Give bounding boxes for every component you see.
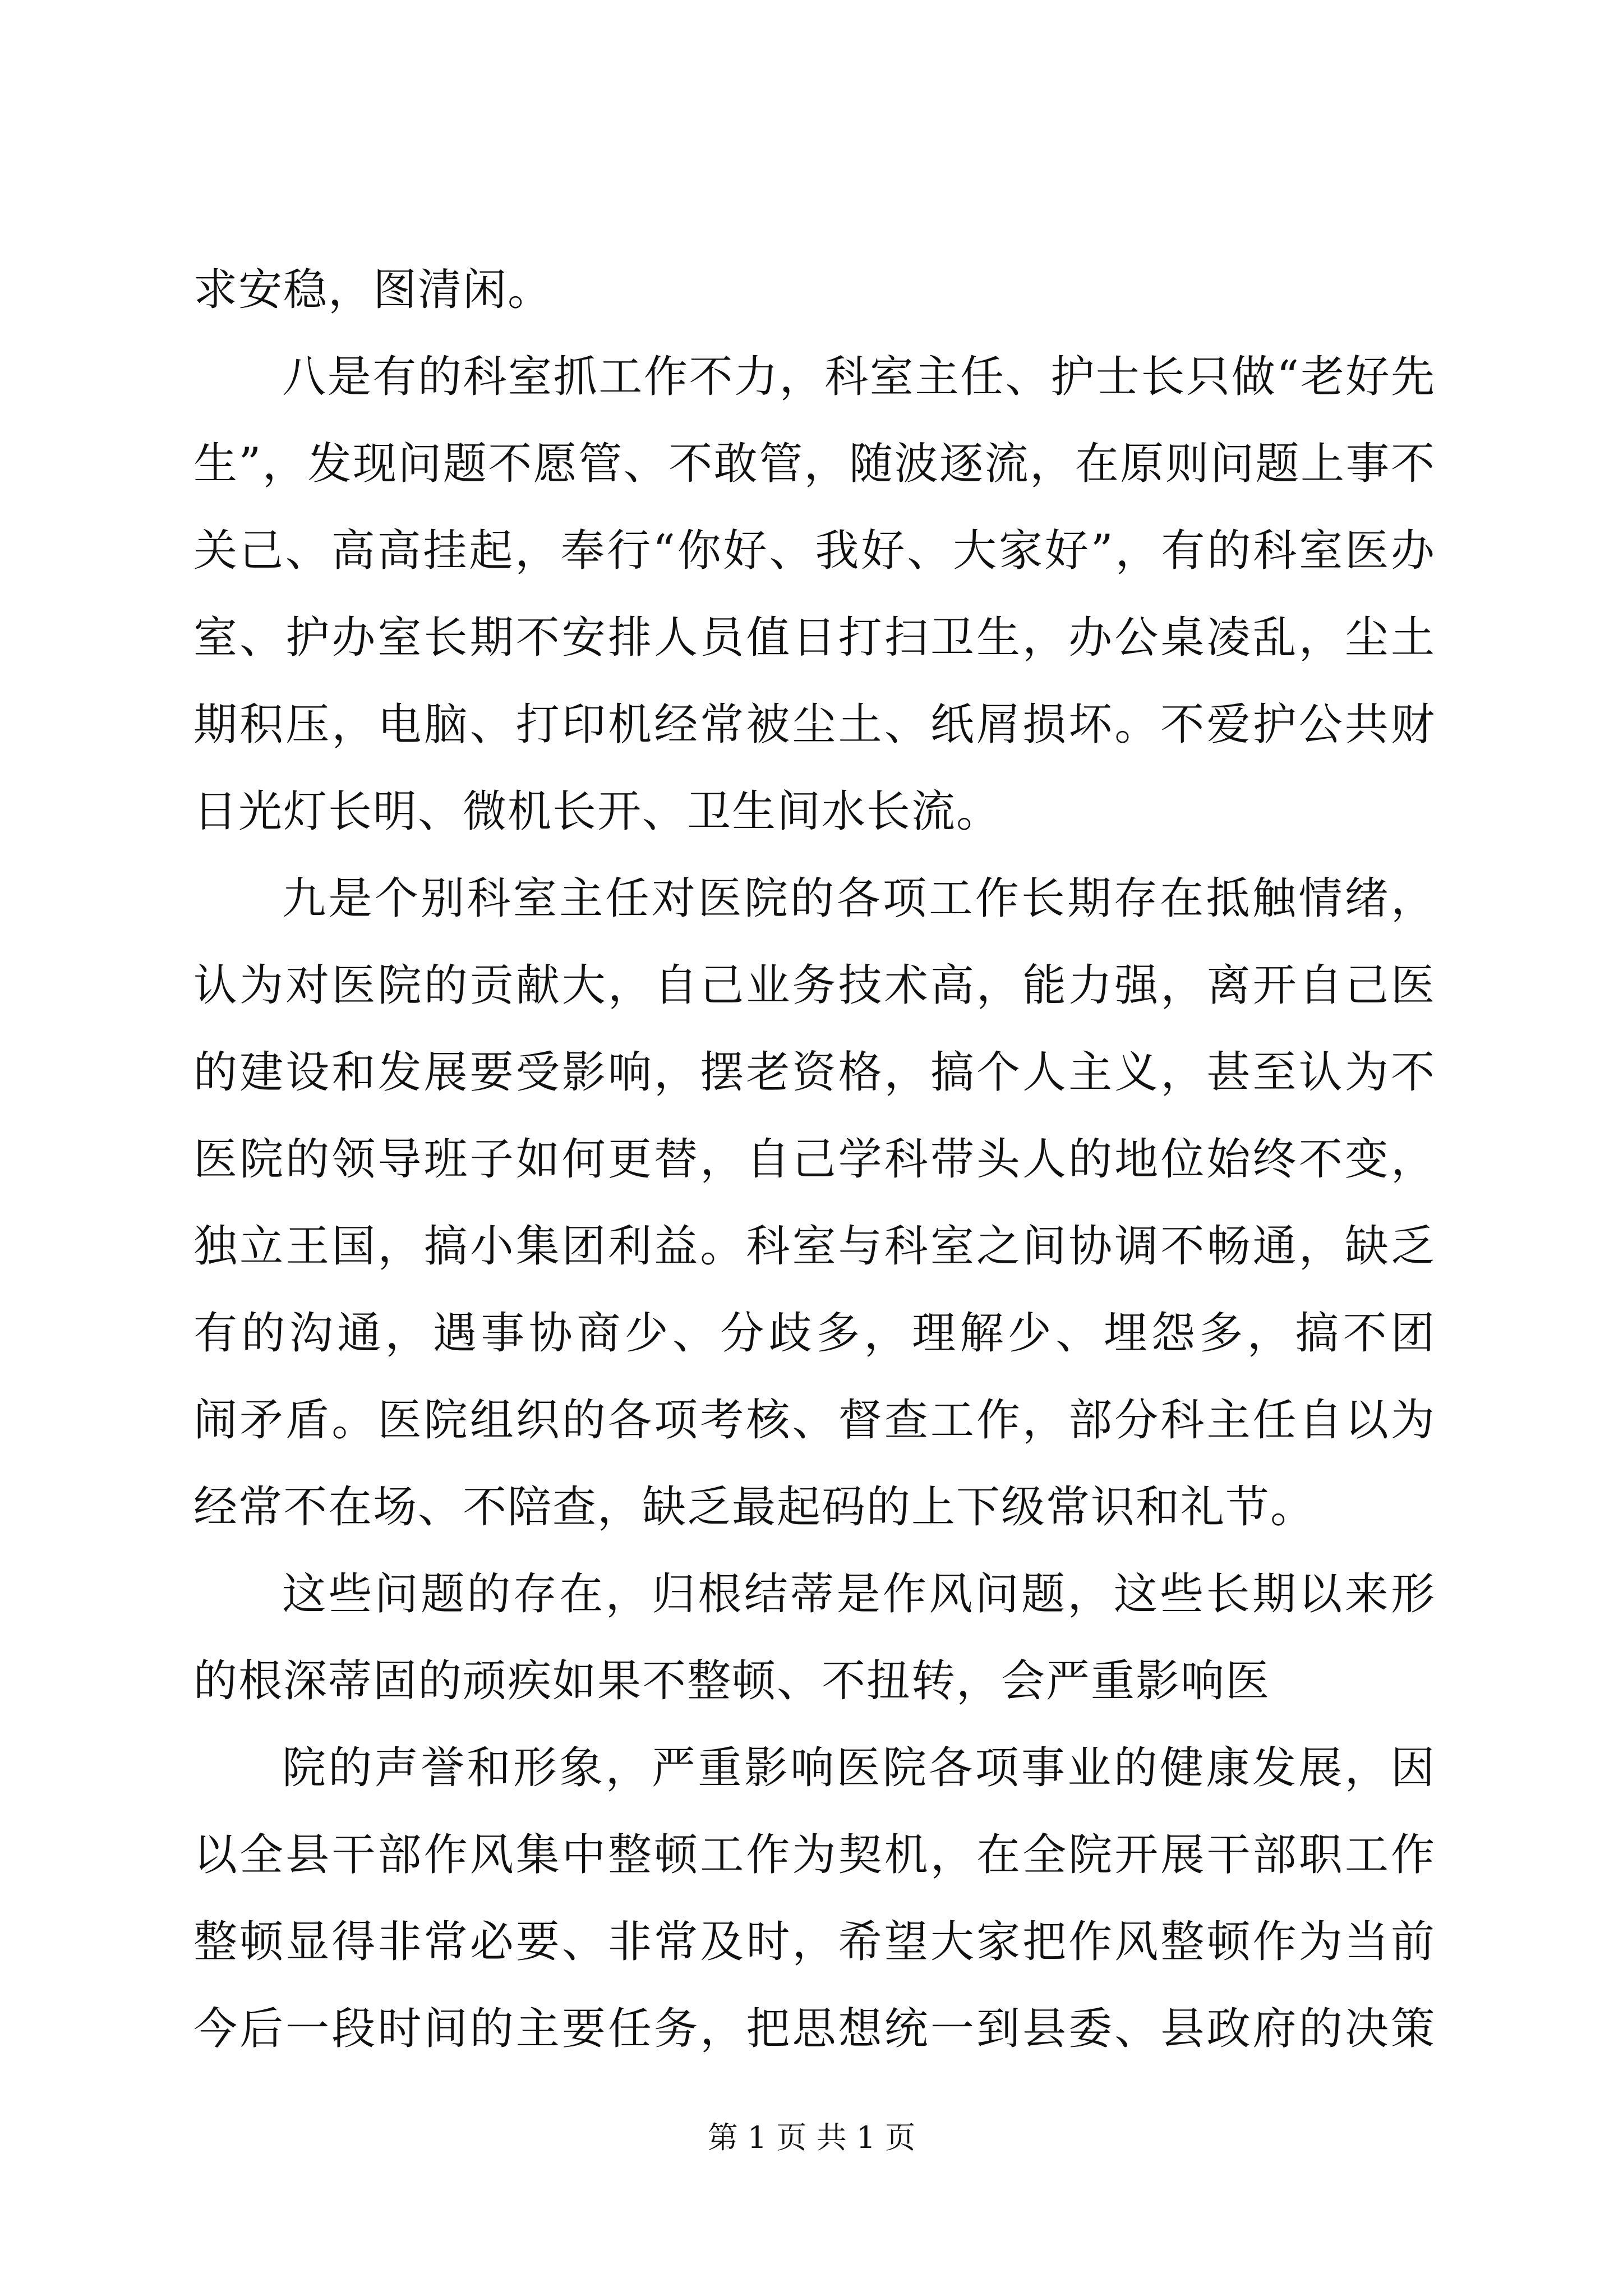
text-line: 求安稳，图清闲。 — [193, 265, 553, 315]
text-line: 的建设和发展要受影响，摆老资格，搞个人主义，甚至认为不 — [193, 1047, 1436, 1098]
text-line: 认为对医院的贡献大，自己业务技术高，能力强，离开自己医 — [193, 960, 1436, 1011]
text-line: 医院的领导班子如何更替，自己学科带头人的地位始终不变， — [193, 1134, 1436, 1185]
text-line: 今后一段时间的主要任务，把思想统一到县委、县政府的决策 — [193, 2004, 1436, 2054]
text-line: 院的声誉和形象，严重影响医院各项事业的健康发展，因 — [282, 1743, 1436, 1793]
text-line: 经常不在场、不陪查，缺乏最起码的上下级常识和礼节。 — [193, 1482, 1316, 1533]
text-line: 九是个别科室主任对医院的各项工作长期存在抵触情绪， — [282, 873, 1436, 924]
page-footer: 第 1 页 共 1 页 — [707, 2120, 916, 2155]
text-line: 八是有的科室抓工作不力，科室主任、护士长只做“老好先 — [282, 352, 1436, 402]
text-line: 这些问题的存在，归根结蒂是作风问题，这些长期以来形 — [282, 1569, 1436, 1619]
text-line: 日光灯长明、微机长开、卫生间水长流。 — [193, 786, 1002, 837]
body-text — [193, 247, 1436, 2073]
text-line: 闹矛盾。医院组织的各项考核、督查工作，部分科主任自以为 — [193, 1395, 1436, 1446]
text-line: 室、护办室长期不安排人员值日打扫卫生，办公桌凌乱，尘土 — [193, 613, 1436, 663]
text-line: 生”，发现问题不愿管、不敢管，随波逐流，在原则问题上事不 — [193, 439, 1436, 489]
text-line: 独立王国，搞小集团利益。科室与科室之间协调不畅通，缺乏 — [193, 1221, 1436, 1272]
text-line: 期积压，电脑、打印机经常被尘土、纸屑损坏。不爱护公共财 — [193, 700, 1436, 750]
text-line: 以全县干部作风集中整顿工作为契机，在全院开展干部职工作 — [193, 1830, 1436, 1880]
text-line: 的根深蒂固的顽疾如果不整顿、不扭转，会严重影响医 — [193, 1656, 1271, 1706]
text-line: 整顿显得非常必要、非常及时，希望大家把作风整顿作为当前 — [193, 1917, 1436, 1967]
text-line: 关己、高高挂起，奉行“你好、我好、大家好”，有的科室医办 — [193, 526, 1436, 576]
text-line: 有的沟通，遇事协商少、分歧多，理解少、埋怨多，搞不团 — [193, 1308, 1436, 1359]
